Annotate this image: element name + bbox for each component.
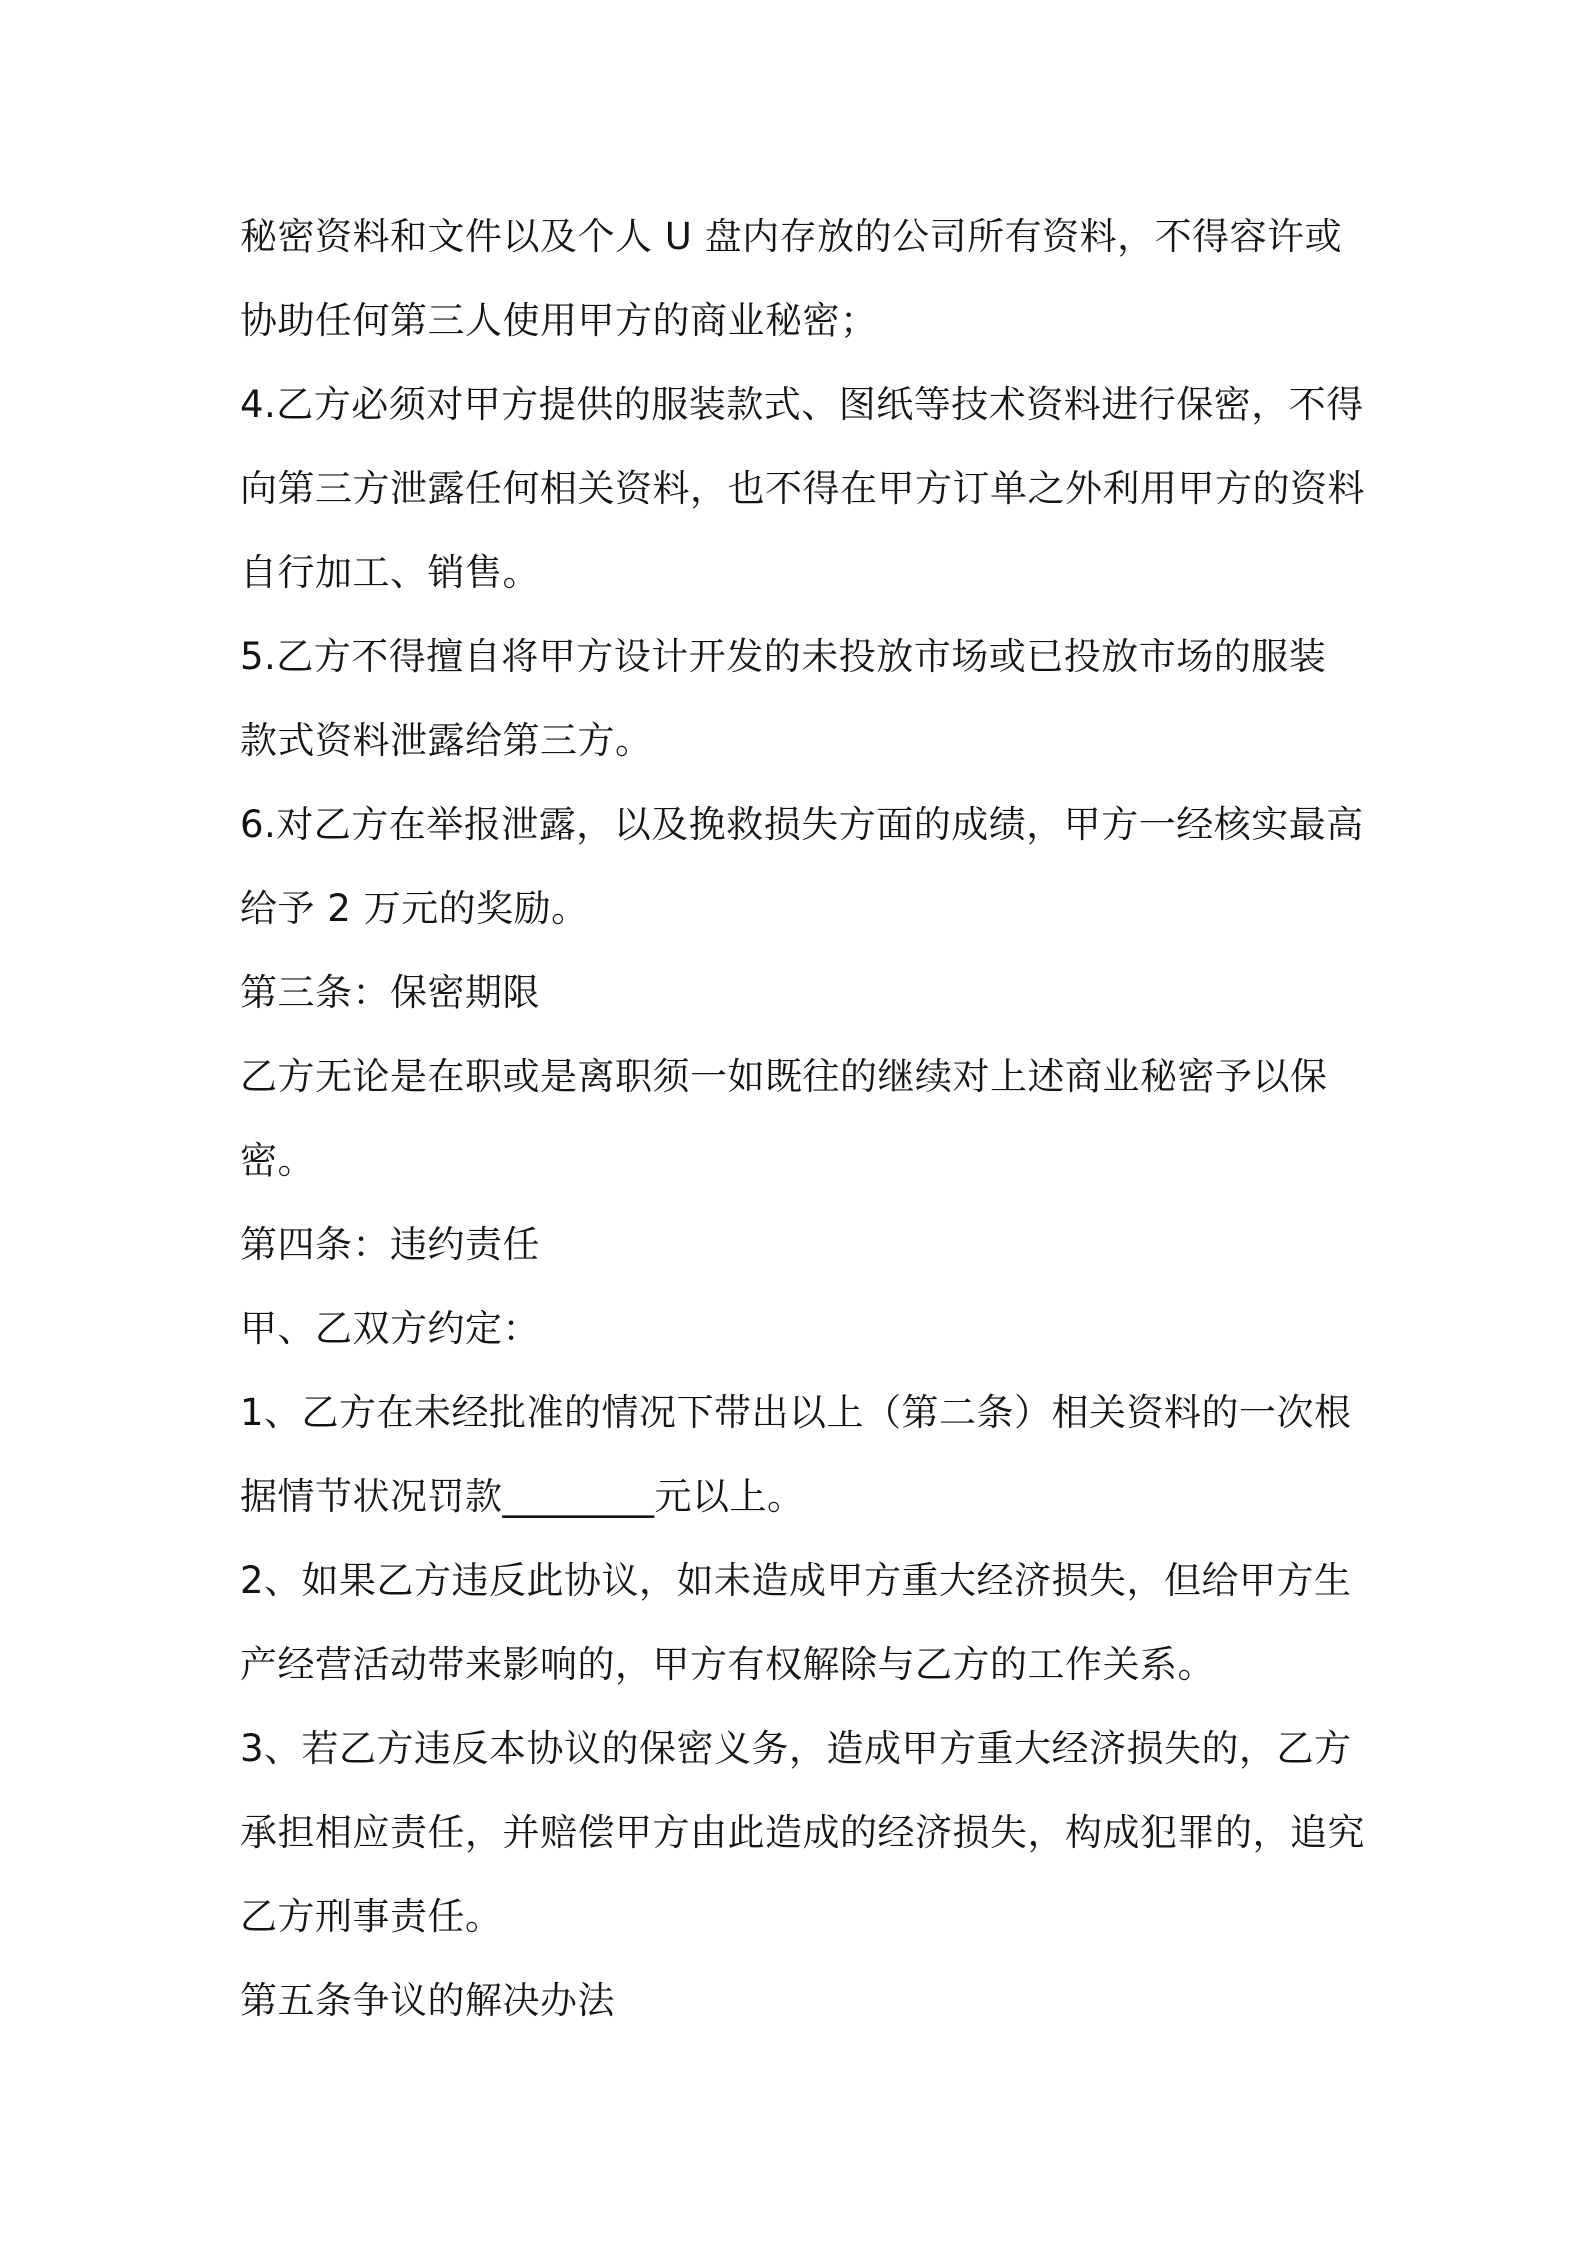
text-line: 乙方刑事责任。 <box>240 1895 503 1938</box>
text-line: 自行加工、销售。 <box>240 551 540 594</box>
text-line: 款式资料泄露给第三方。 <box>240 719 653 762</box>
text-line: 向第三方泄露任何相关资料，也不得在甲方订单之外利用甲方的资料 <box>240 467 1365 510</box>
section-heading: 第三条：保密期限 <box>240 971 540 1014</box>
text-line: 2、如果乙方违反此协议，如未造成甲方重大经济损失，但给甲方生 <box>240 1559 1352 1602</box>
text-line: 密。 <box>240 1139 315 1182</box>
text-line: 6.对乙方在举报泄露，以及挽救损失方面的成绩，甲方一经核实最高 <box>240 803 1364 846</box>
text-line: 甲、乙双方约定： <box>240 1307 540 1350</box>
text-line: 5.乙方不得擅自将甲方设计开发的未投放市场或已投放市场的服装 <box>240 635 1327 678</box>
text-line: 承担相应责任，并赔偿甲方由此造成的经济损失，构成犯罪的，追究 <box>240 1811 1365 1854</box>
text-line: 给予 2 万元的奖励。 <box>240 887 589 930</box>
text-line: 据情节状况罚款________元以上。 <box>240 1475 805 1518</box>
text-line: 3、若乙方违反本协议的保密义务，造成甲方重大经济损失的，乙方 <box>240 1727 1352 1770</box>
text-line: 秘密资料和文件以及个人 U 盘内存放的公司所有资料，不得容许或 <box>240 215 1343 258</box>
section-heading: 第五条争议的解决办法 <box>240 1979 615 2022</box>
text-line: 协助任何第三人使用甲方的商业秘密； <box>240 299 878 342</box>
text-line: 乙方无论是在职或是离职须一如既往的继续对上述商业秘密予以保 <box>240 1055 1328 1098</box>
section-heading: 第四条：违约责任 <box>240 1223 540 1266</box>
text-line: 1、乙方在未经批准的情况下带出以上（第二条）相关资料的一次根 <box>240 1391 1352 1434</box>
text-line: 4.乙方必须对甲方提供的服装款式、图纸等技术资料进行保密，不得 <box>240 383 1364 426</box>
document-body <box>240 195 1365 2043</box>
text-line: 产经营活动带来影响的，甲方有权解除与乙方的工作关系。 <box>240 1643 1215 1686</box>
